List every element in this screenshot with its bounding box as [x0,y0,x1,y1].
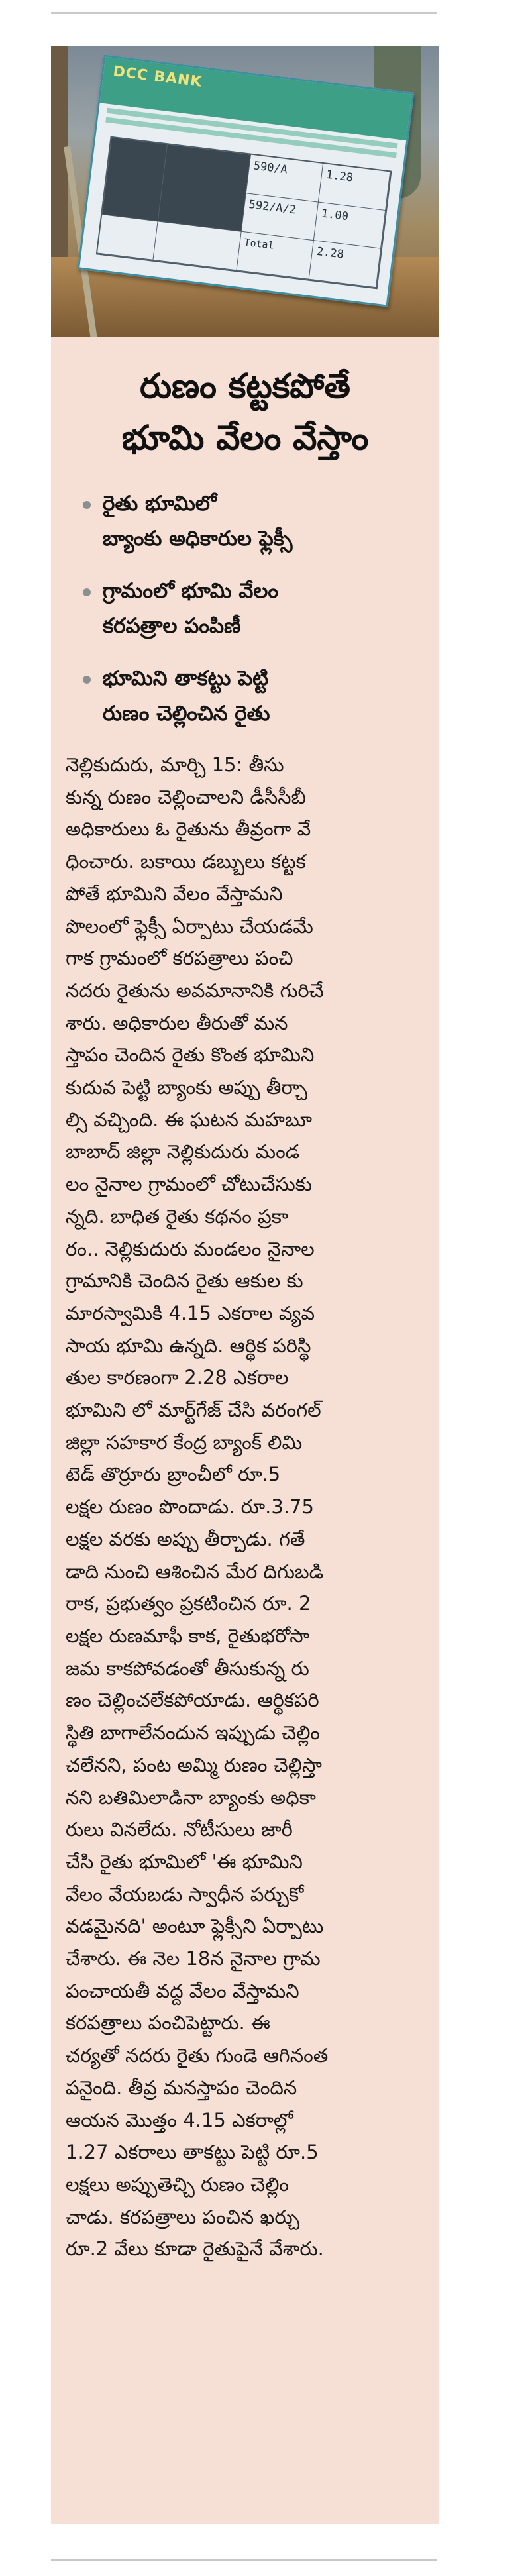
headline-line-2: భూమి వేలం వేస్తాం [121,418,369,458]
article-photo [51,46,439,337]
key-point-text: రైతు భూమిలో బ్యాంకు అధికారుల ఫ్లెక్సీ [103,492,293,551]
key-point [81,574,425,644]
headline [51,337,439,464]
key-point-text: గ్రామంలో భూమి వేలం కరపత్రాల పంపిణీ [103,579,279,638]
flexi-banner [78,54,414,307]
key-point-text: భూమిని తాకట్టు పెట్టి రుణం చెల్లించిన రైతు [103,667,270,725]
banner-cell: 590/A [246,155,324,203]
article-body: నెల్లికుదురు, మార్చి 15: తీసు కున్న రుణం చెల్లించాలని డీసీసీబీ అధికారులు ఓ రైతును తీవ్రంగా వే ధించారు. బకాయి డబ్బులు కట్టక పోతే భూమిని వేలం వేస్తామని పొలంలో ఫ్లెక్సీ ఏర్పాటు చేయడమే గాక గ్రామంలో కరపత్రాలు పంచి నదరు రైతును అవమానానికి గురిచే శారు. అధికారుల తీరుతో మన స్తాపం చెందిన రైతు కొంత భూమిని కుదువ పెట్టి బ్యాంకు అప్పు తీర్చా ల్సి వచ్చింది. ఈ ఘటన మహబూ బాబాద్ జిల్లా నెల్లికుదురు మండ లం నైనాల గ్రామంలో చోటుచేసుకు న్నది. బాధిత రైతు కథనం ప్రకా రం.. నెల్లికుదురు మండలం నైనాల గ్రామానికి చెందిన రైతు ఆకుల కు మారస్వామికి 4.15 ఎకరాల వ్యవ సాయ భూమి ఉన్నది. ఆర్థిక పరిస్థి తుల కారణంగా 2.28 ఎకరాల భూమిని లో మార్ట్‌గేజ్ చేసి వరంగల్ జిల్లా సహకార కేంద్ర బ్యాంక్ లిమి టెడ్ తొర్రూరు బ్రాంచీలో రూ.5 లక్షల రుణం పొందాడు. రూ.3.75 లక్షల వరకు అప్పు తీర్చాడు. గతే డాది నుంచి ఆశించిన మేర దిగుబడి రాక, ప్రభుత్వం ప్రకటించిన రూ. 2 లక్షల రుణమాఫీ కాక, రైతుభరోసా జమ కాకపోవడంతో తీసుకున్న రు ణం చెల్లించలేకపోయాడు. ఆర్థికపరి స్థితి బాగాలేనందున ఇప్పుడు చెల్లిం చలేనని, పంట అమ్మి రుణం చెల్లిస్తా నని బతిమిలాడినా బ్యాంకు అధికా రులు వినలేదు. నోటీసులు జారీ చేసి రైతు భూమిలో 'ఈ భూమిని వేలం వేయబడు స్వాధీన పర్చుకో వడమైనది' అంటూ ఫ్లెక్సీని ఏర్పాటు చేశారు. ఈ నెల 18న నైనాల గ్రామ పంచాయతీ వద్ద వేలం వేస్తామని కరపత్రాలు పంచిపెట్టారు. ఈ చర్యతో నదరు రైతు గుండె ఆగినంత పనైంది. తీవ్ర మనస్తాపం చెందిన ఆయన మొత్తం 4.15 ఎకరాల్లో 1.27 ఎకరాలు తాకట్టు పెట్టి రూ.5 లక్షలు అప్పుతెచ్చి రుణం చెల్లిం చాడు. కరపత్రాలు పంచిన ఖర్చు రూ.2 వేలు కూడా రైతుపైనే వేశారు. [66,753,329,2261]
banner-cell: 1.28 [319,164,390,211]
banner-cell: 592/A/2 [242,193,319,241]
key-points [81,486,425,731]
top-divider [51,12,437,14]
banner-cell [158,144,251,232]
banner-cell-total-value: 2.28 [309,241,381,288]
banner-heading: DCC BANK [100,57,412,140]
banner-table [96,136,392,290]
key-point [81,661,425,731]
key-point [81,486,425,557]
bullet-icon [83,588,91,596]
news-article [51,46,439,2524]
banner-cell-total-label: Total [237,232,314,280]
headline-line-1: రుణం కట్టకపోతే [140,366,350,406]
bullet-icon [83,676,91,684]
bottom-divider [51,2559,437,2561]
banner-cell [97,215,158,260]
banner-cell [102,138,167,222]
bullet-icon [83,501,91,509]
banner-cell: 1.00 [314,202,386,249]
